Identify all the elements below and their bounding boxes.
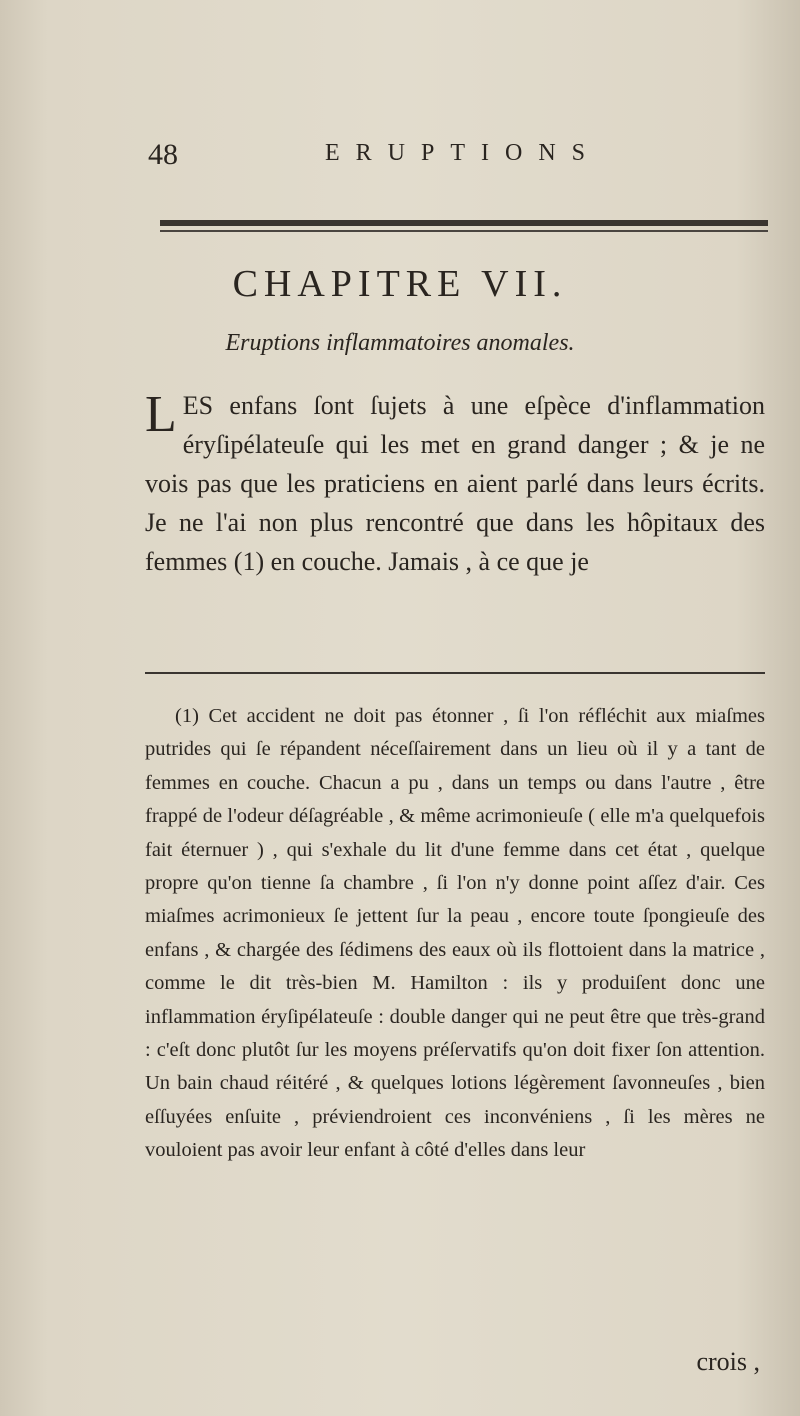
header-rule-thin [160,230,768,232]
footnote-rule [145,672,765,674]
page-number: 48 [148,138,178,171]
footnote [145,700,765,1168]
chapter-title: CHAPITRE VII. [232,263,568,305]
body-paragraph [145,386,765,581]
page-header [0,130,800,180]
chapter-subtitle: Eruptions inflammatoires anomales. [225,330,575,356]
header-rule [160,220,768,226]
body-text: ES enfans ſont ſujets à une eſpèce d'inflammation éryſipélateuſe qui les met en grand danger ; & je ne vois pas que les praticiens en aient parlé dans leurs écrits. Je ne l'ai non plus rencontré que dans les hôpitaux des femmes (1) en couche. Jamais , à ce que je [145,391,765,576]
catchword: crois , [696,1347,760,1376]
footnote-text: (1) Cet accident ne doit pas étonner , ſi l'on réfléchit aux miaſmes putrides qui ſe répandent néceſſairement dans un lieu où il y a tant de femmes en couche. Chacun a pu , dans un temps ou dans l'autre , être frappé de l'odeur déſagréable , & même acrimonieuſe ( elle m'a quelquefois fait éternuer ) , qui s'exhale du lit d'une femme dans cet état , quelque propre qu'on tienne ſa chambre , ſi l'on n'y donne point aſſez d'air. Ces miaſmes acrimonieux ſe jettent ſur la peau , encore toute ſpongieuſe des enfans , & chargée des ſédimens des eaux où ils flottoient dans la matrice , comme le dit très-bien M. Hamilton : ils y produiſent donc une inflammation éryſipélateuſe : double danger qui ne peut être que très-grand : c'eſt donc plutôt ſur les moyens préſervatifs qu'on doit fixer ſon attention. Un bain chaud réitéré , & quelques lotions légèrement ſavonneuſes , bien eſſuyées enſuite , préviendroient ces inconvéniens , ſi les mères ne vouloient pas avoir leur enfant à côté d'elles dans leur [145,705,765,1162]
drop-cap: L [145,386,177,443]
running-title: ERUPTIONS [325,140,602,166]
